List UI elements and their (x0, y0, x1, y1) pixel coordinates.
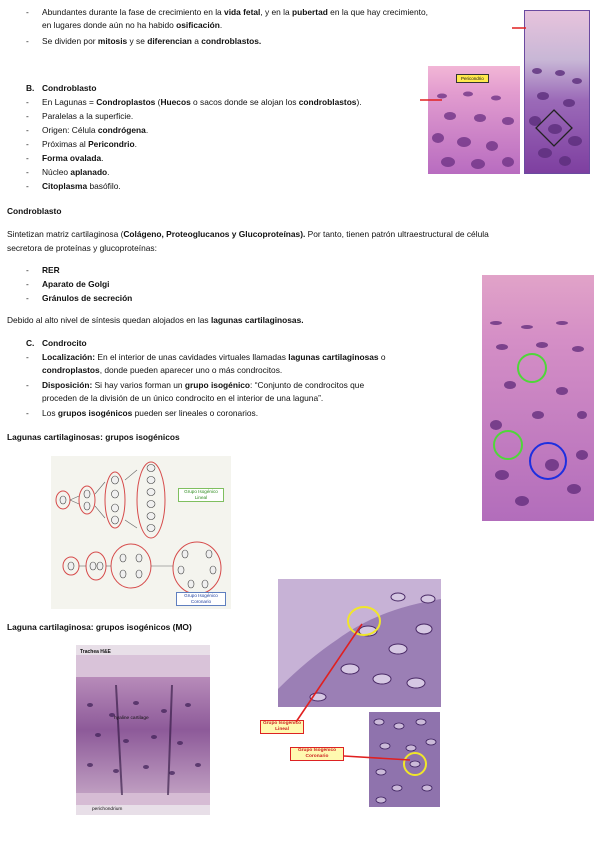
organelle-granulos: Gránulos de secreción (42, 293, 133, 303)
sectionb-item-7 (42, 181, 121, 193)
item-text: . (134, 139, 137, 149)
sectionb-item-1 (42, 97, 362, 109)
item-text: o sacos donde se alojan los (190, 97, 299, 107)
intro-text: y se (127, 36, 148, 46)
intro-text: en lugares donde aún no ha habido (42, 20, 177, 30)
sectionc-disposicion-2: proceden de la división de un único condrocito en el interior de una laguna”. (42, 393, 324, 403)
bullet-dash: - (26, 181, 29, 191)
bullet-dash: - (26, 167, 29, 177)
disp-text: : “Conjunto de condrocitos que (250, 380, 365, 390)
sectionc-grupos (42, 408, 258, 420)
bullet-dash: - (26, 111, 29, 121)
section-c-marker: C. (26, 338, 35, 348)
sectionc-disposicion (42, 380, 364, 392)
intro-bold: vida fetal (224, 7, 261, 17)
groups-bold: grupos isogénicos (57, 408, 133, 418)
item-text: . (101, 153, 104, 163)
trachea-title: Trachea H&E (80, 649, 111, 655)
item-text: . (145, 125, 149, 135)
bullet-dash: - (26, 352, 29, 362)
item-bold: Condroplastos (96, 97, 156, 107)
para-text: Sintetizan matriz cartilaginosa ( (7, 229, 124, 239)
loc-text: o (378, 352, 386, 362)
intro-text: a (191, 36, 202, 46)
sectionb-item-4 (42, 139, 137, 151)
intro-text: Se dividen por (42, 36, 98, 46)
item-text: En Lagunas = (42, 97, 97, 107)
disp-text: Si hay varios forman un (92, 380, 185, 390)
bullet-dash: - (26, 408, 29, 418)
item-bold: Forma ovalada (42, 153, 102, 163)
loc-bold: lagunas cartilaginosas (288, 352, 379, 362)
sectionc-localizacion-2 (42, 365, 282, 377)
loc-text: En el interior de unas cavidades virtuales llamadas (95, 352, 289, 362)
mo-heading: Laguna cartilaginosa: grupos isogénicos (MO) (7, 622, 192, 632)
groups-text: Los (42, 408, 58, 418)
isogenic-groups-diagram (51, 456, 231, 609)
intro-bold: osificación (176, 20, 220, 30)
item-text: Próximas al (42, 139, 89, 149)
bullet-dash: - (26, 380, 29, 390)
bullet-dash: - (26, 97, 29, 107)
para-bold: lagunas cartilaginosas. (210, 315, 304, 325)
item-bold: Citoplasma (42, 181, 88, 191)
groups-text: pueden ser lineales o coronarios. (132, 408, 259, 418)
lagunas-heading: Lagunas cartilaginosas: grupos isogénicos (7, 432, 180, 442)
item-text: ( (155, 97, 161, 107)
section-b-marker: B. (26, 83, 35, 93)
intro-line-1 (42, 7, 428, 19)
disp-bold: grupo isogénico (184, 380, 251, 390)
trachea-label-cartilage: hyaline cartilage (114, 716, 149, 721)
intro-bold: mitosis (97, 36, 128, 46)
loc-label: Localización: (42, 352, 96, 362)
item-bold: Pericondrio (88, 139, 135, 149)
item-text: Núcleo (42, 167, 71, 177)
item-bold: condroblastos (298, 97, 357, 107)
sectionb-item-6 (42, 167, 110, 179)
bullet-dash: - (26, 125, 29, 135)
bullet-dash: - (26, 153, 29, 163)
intro-text: Abundantes durante la fase de crecimiento en la (42, 7, 225, 17)
trachea-label-perichondrium: perichondrium (92, 807, 123, 812)
intro-text: , y en la (260, 7, 293, 17)
loc-text: , donde pueden aparecer uno o más condrocitos. (99, 365, 283, 375)
red-arrows (290, 610, 430, 770)
para-text: Debido al alto nivel de síntesis quedan alojados en las (7, 315, 211, 325)
bullet-dash: - (26, 265, 29, 275)
sectionc-localizacion (42, 352, 386, 364)
diagram-label-coronario: Grupo Isogénico Coronario (176, 592, 226, 606)
condroblasto-para-2: secretora de proteínas y glucoproteínas: (7, 243, 157, 253)
item-text: . (107, 167, 110, 177)
trachea-micrograph (76, 645, 210, 815)
bullet-dash: - (26, 139, 29, 149)
red-arrow-icon (420, 96, 444, 104)
item-text: ). (356, 97, 362, 107)
disp-label: Disposición: (42, 380, 93, 390)
red-arrow-icon (512, 24, 528, 32)
intro-line-2 (42, 20, 222, 32)
group-circles (482, 275, 594, 521)
bullet-dash: - (26, 279, 29, 289)
pericondrio-label: Pericondrio (456, 74, 489, 83)
intro-bold: pubertad (292, 7, 328, 17)
item-text: Origen: Célula (42, 125, 98, 135)
item-text: basófilo. (87, 181, 121, 191)
bullet-dash: - (26, 293, 29, 303)
sectionb-item-2: Paralelas a la superficie. (42, 111, 134, 121)
histology-image-top (524, 10, 590, 174)
micro-label-coronario: Grupo Isogénico Coronario (290, 747, 344, 761)
item-bold: condrógena (97, 125, 146, 135)
sectionb-item-5 (42, 153, 103, 165)
organelle-golgi: Aparato de Golgi (42, 279, 110, 289)
condroblasto-heading: Condroblasto (7, 206, 62, 216)
organelle-rer: RER (42, 265, 60, 275)
loc-bold: condroplastos (42, 365, 100, 375)
condroblasto-para-1 (7, 229, 489, 241)
intro-text: en la que hay crecimiento, (327, 7, 428, 17)
diamond-marker-icon (534, 108, 574, 148)
section-b-title: Condroblasto (42, 83, 97, 93)
intro-text: . (219, 20, 223, 30)
section-c-title: Condrocito (42, 338, 87, 348)
histology-image-condrocito (482, 275, 594, 521)
intro-bold: diferencian (147, 36, 192, 46)
bullet-dash: - (26, 7, 29, 17)
intro-line-3 (42, 36, 261, 48)
bullet-dash: - (26, 36, 29, 46)
diagram-label-lineal: Grupo Isogénico Lineal (178, 488, 224, 502)
condroblasto-after (7, 315, 304, 327)
micro-label-lineal: Grupo Isogénico Lineal (260, 720, 304, 734)
para-bold: Colágeno, Proteoglucanos y Glucoproteínas). (123, 229, 306, 239)
sectionb-item-3 (42, 125, 148, 137)
para-text: Por tanto, tienen patrón ultraestructural de célula (305, 229, 489, 239)
item-bold: Huecos (160, 97, 191, 107)
intro-bold: condroblastos. (201, 36, 262, 46)
item-bold: aplanado (70, 167, 108, 177)
